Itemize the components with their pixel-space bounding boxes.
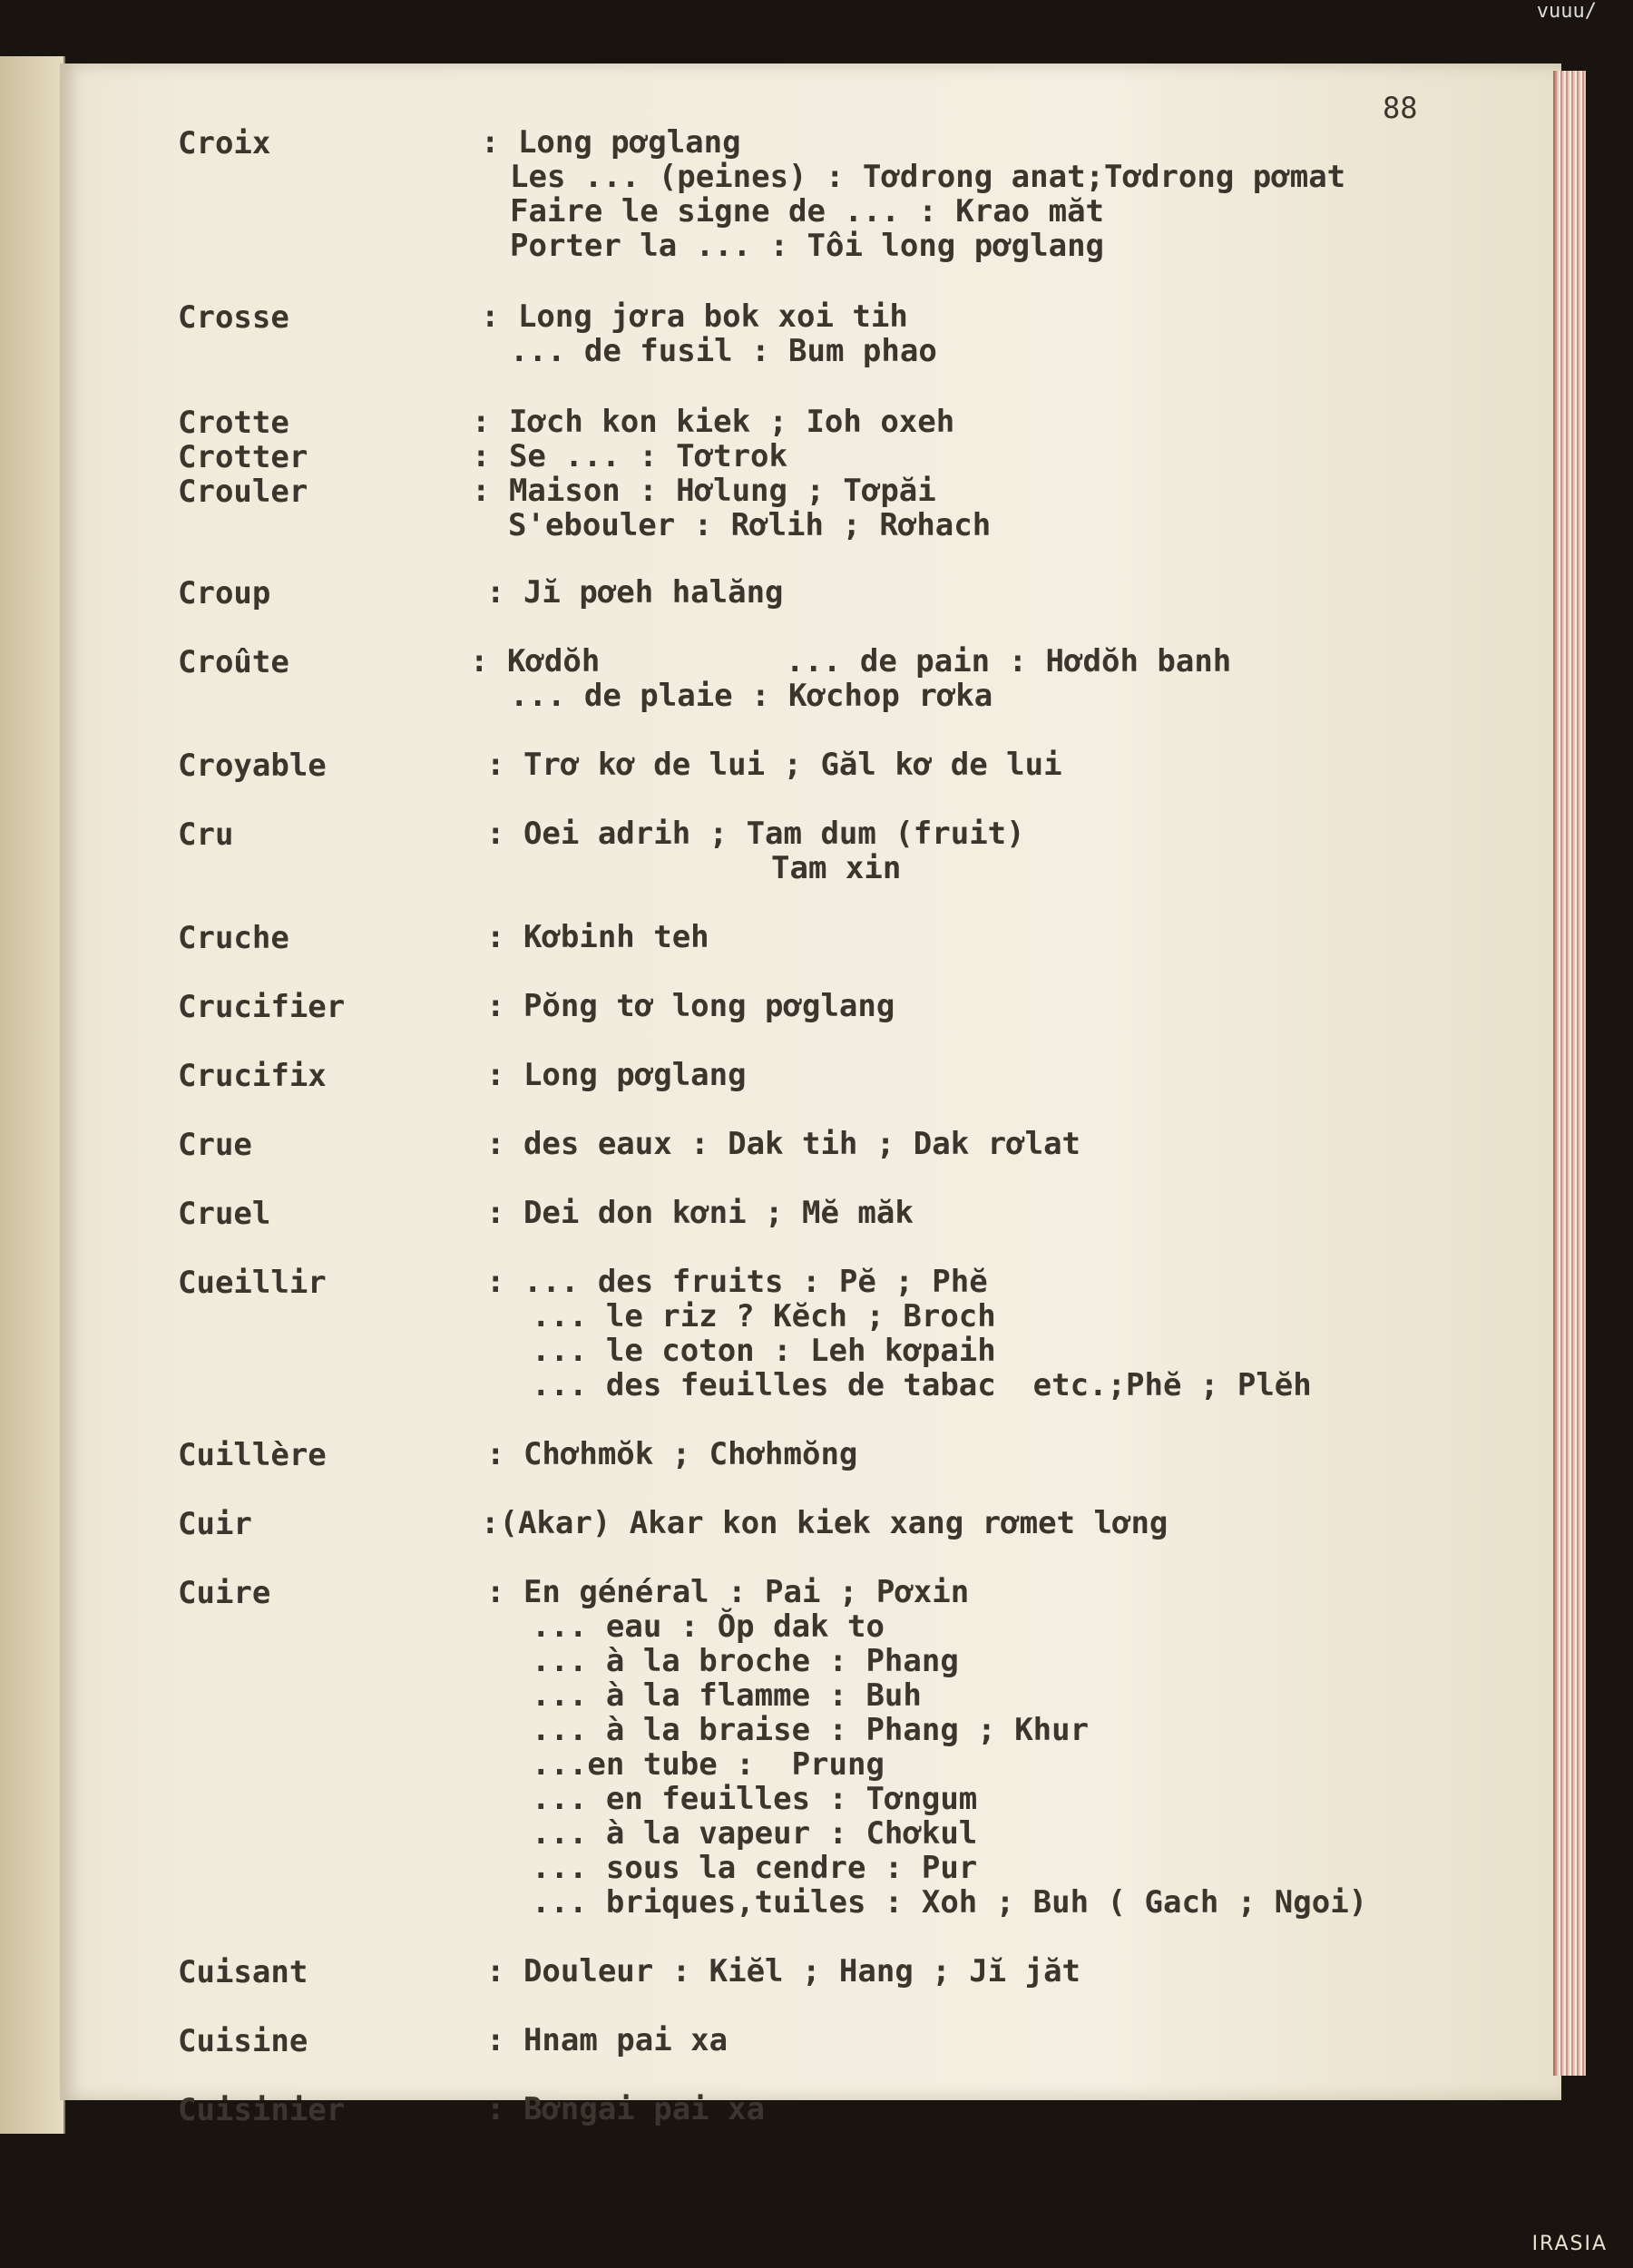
definition-line: ... à la broche : Phang [532,1643,959,1679]
definition-line: : En général : Pai ; Pơxin [486,1574,970,1610]
headword: Cuir [178,1506,252,1542]
definition-line: : Trơ kơ de lui ; Găl kơ de lui [486,747,1062,783]
definition-line: Porter la ... : Tôi long pơglang [510,228,1105,264]
definition-line: Faire le signe de ... : Krao măt [510,193,1105,230]
headword: Cueillir [178,1265,327,1301]
headword: Cru [178,816,234,853]
definition-line: : Maison : Hơlung ; Tơpăi [472,473,936,509]
headword: Cruel [178,1196,271,1232]
definition-line: ... le riz ? Kĕch ; Broch [532,1298,996,1334]
definition-line: : Bơngai pai xa [486,2091,766,2127]
corner-mark: vuuu/ [1536,0,1597,23]
left-page-edge [0,56,65,2134]
definition-line: : Long pơglang [486,1057,747,1093]
definition-line: S'ebouler : Rơlih ; Rơhach [508,507,992,543]
definition-line: : Kơbinh teh [486,919,709,955]
headword: Crouler [178,474,308,510]
definition-line: : Chơhmŏk ; Chơhmŏng [486,1436,858,1472]
definition-line: : Oei adrih ; Tam dum (fruit) [486,816,1025,852]
page-number: 88 [1383,91,1418,125]
headword: Cuire [178,1575,271,1611]
headword: Crucifix [178,1058,327,1094]
definition-line: ... à la flamme : Buh [532,1677,922,1714]
definition-line: ... de plaie : Kơchop rơka [510,678,993,714]
definition-line: : Pŏng tơ long pơglang [486,988,895,1024]
definition-line: : ... des fruits : Pĕ ; Phĕ [486,1264,988,1300]
headword: Cuisant [178,1954,308,1990]
definition-line: ... de fusil : Bum phao [510,333,937,369]
definition-line: ... à la vapeur : Chơkul [532,1815,978,1852]
page-stack-edge [1553,71,1586,2076]
headword: Crotter [178,439,308,475]
definition-line: ... des feuilles de tabac etc.;Phĕ ; Plĕh [532,1367,1312,1403]
definition-line: ...en tube : Prung [532,1746,885,1783]
definition-line: : Hnam pai xa [486,2022,728,2058]
definition-line: : Iơch kon kiek ; Ioh oxeh [472,404,955,440]
definition-line: : Douleur : Kiĕl ; Hang ; Jĭ jăt [486,1953,1081,1989]
watermark: IRASIA [1531,2233,1608,2255]
definition-line: ... sous la cendre : Pur [532,1850,978,1886]
headword: Cruche [178,920,289,956]
headword: Crosse [178,299,289,336]
headword: Cuillère [178,1437,327,1473]
headword: Croyable [178,748,327,784]
definition-line: :(Akar) Akar kon kiek xang rơmet lơng [481,1505,1169,1541]
definition-line: : Se ... : Tơtrok [472,438,787,474]
headword: Cuisinier [178,2092,346,2128]
definition-line: Tam xin [771,850,902,886]
definition-line: : des eaux : Dak tih ; Dak rơlat [486,1126,1081,1162]
headword: Crucifier [178,989,346,1025]
definition-line: ... en feuilles : Tơngum [532,1781,978,1817]
headword: Croix [178,125,271,161]
headword: Croup [178,575,271,611]
definition-line: : Dei don kơni ; Mĕ măk [486,1195,914,1231]
definition-line: ... briques,tuiles : Xoh ; Buh ( Gach ; Ngoi) [532,1884,1368,1921]
definition-line: : Jĭ pơeh halăng [486,574,784,611]
definition-line: Les ... (peines) : Tơdrong anat;Tơdrong pơmat [510,159,1346,195]
headword: Crue [178,1127,252,1163]
definition-line: ... eau : Ŏp dak to [532,1608,885,1645]
definition-line: : Long jơra bok xoi tih [481,298,908,335]
definition-line: : Kơdŏh ... de pain : Hơdŏh banh [470,643,1232,679]
definition-line: : Long pơglang [481,124,741,161]
definition-line: ... le coton : Leh kơpaih [532,1333,996,1369]
definition-line: ... à la braise : Phang ; Khur [532,1712,1090,1748]
headword: Croûte [178,644,289,680]
headword: Cuisine [178,2023,308,2059]
headword: Crotte [178,405,289,441]
